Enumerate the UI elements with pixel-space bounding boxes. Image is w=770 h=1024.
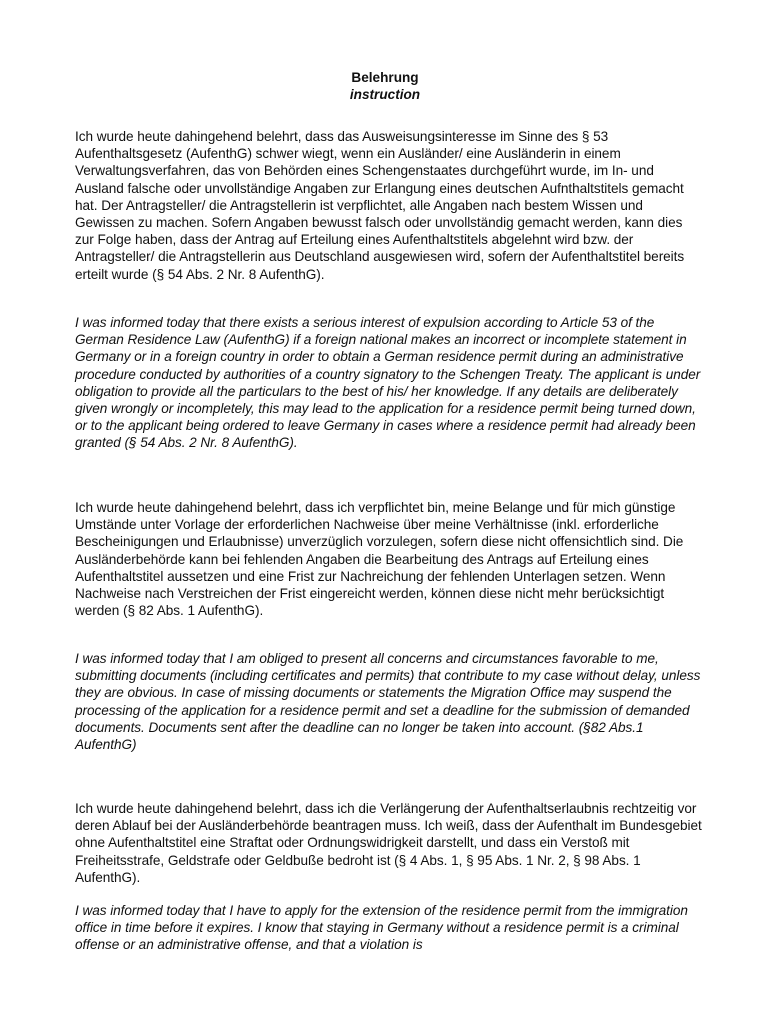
heading-german: Belehrung — [351, 70, 419, 85]
paragraph-english-permit-extension: I was informed today that I have to apply for the extension of the residence permit from the immigration office in time before it expires. I know that staying in Germany without a residence permit is a criminal offense or an administrative offense, and that a violation is — [75, 903, 688, 953]
paragraph-german-documents-obligation: Ich wurde heute dahingehend belehrt, dass ich verpflichtet bin, meine Belange und für mich günstige Umstände unter Vorlage der erforderlichen Nachweise über meine Verhältnisse (inkl. erforderliche Bescheinigungen und Erlaubnisse) unverzüglich vorzulegen, sofern diese nicht offensichtlich sind. Die Ausländerbehörde kann bei fehlenden Angaben die Bearbeitung des Antrags auf Erteilung eines Aufenthaltstitel aussetzen und eine Frist zur Nachreichung der fehlenden Unterlagen setzen. Wenn Nachweise nach Verstreichen der Frist eingereicht werden, können diese nicht mehr berücksichtigt werden (§ 82 Abs. 1 AufenthG). — [75, 500, 684, 619]
heading-english: instruction — [349, 87, 421, 102]
paragraph-english-documents-obligation: I was informed today that I am obliged to present all concerns and circumstances favorable to me, submitting documents (including certificates and permits) that contribute to my case without delay, unless they are obvious. In case of missing documents or statements the Migration Office may suspend the processing of the application for a residence permit and set a deadline for the submission of demanded documents. Documents sent after the deadline can no longer be taken into account. (§82 Abs.1 AufenthG) — [75, 651, 701, 753]
document-heading — [0, 69, 770, 103]
paragraph-german-expulsion-interest: Ich wurde heute dahingehend belehrt, dass das Ausweisungsinteresse im Sinne des § 53 Aufenthaltsgesetz (AufenthG) schwer wiegt, wenn ein Ausländer/ eine Ausländerin in einem Verwaltungsverfahren, das von Behörden eines Schengenstaates durchgeführt wurde, im In- und Ausland falsche oder unvollständige Angaben zur Erlangung eines deutschen Aufnthaltstitels gemacht hat. Der Antragsteller/ die Antragstellerin ist verpflichtet, alle Angaben nach bestem Wissen und Gewissen zu machen. Sofern Angaben bewusst falsch oder unvollständig gemacht werden, kann dies zur Folge haben, dass der Antrag auf Erteilung eines Aufenthaltstitels abgelehnt wird bzw. der Antragsteller/ die Antragstellerin aus Deutschland ausgewiesen wird, sofern der Aufenthaltstitel bereits erteilt wurde (§ 54 Abs. 2 Nr. 8 AufenthG). — [75, 129, 685, 282]
paragraph-english-expulsion-interest: I was informed today that there exists a serious interest of expulsion according to Article 53 of the German Residence Law (AufenthG) if a foreign national makes an incorrect or incomplete statement in Germany or in a foreign country in order to obtain a German residence permit during an administrative procedure conducted by authorities of a country signatory to the Schengen Treaty. The applicant is under obligation to provide all the particulars to the best of his/ her knowledge. If any details are deliberately given wrongly or incompletely, this may lead to the application for a residence permit being turned down, or to the applicant being ordered to leave Germany in cases where a residence permit had already been granted (§ 54 Abs. 2 Nr. 8 AufenthG). — [75, 315, 701, 451]
paragraph-german-permit-extension: Ich wurde heute dahingehend belehrt, dass ich die Verlängerung der Aufenthaltserlaubnis rechtzeitig vor deren Ablauf bei der Ausländerbehörde beantragen muss. Ich weiß, dass der Aufenthalt im Bundesgebiet ohne Aufenthaltstitel eine Straftat oder Ordnungswidrigkeit darstellt, und dass ein Verstoß mit Freiheitsstrafe, Geldstrafe oder Geldbuße bedroht ist (§ 4 Abs. 1, § 95 Abs. 1 Nr. 2, § 98 Abs. 1 AufenthG). — [75, 801, 702, 885]
